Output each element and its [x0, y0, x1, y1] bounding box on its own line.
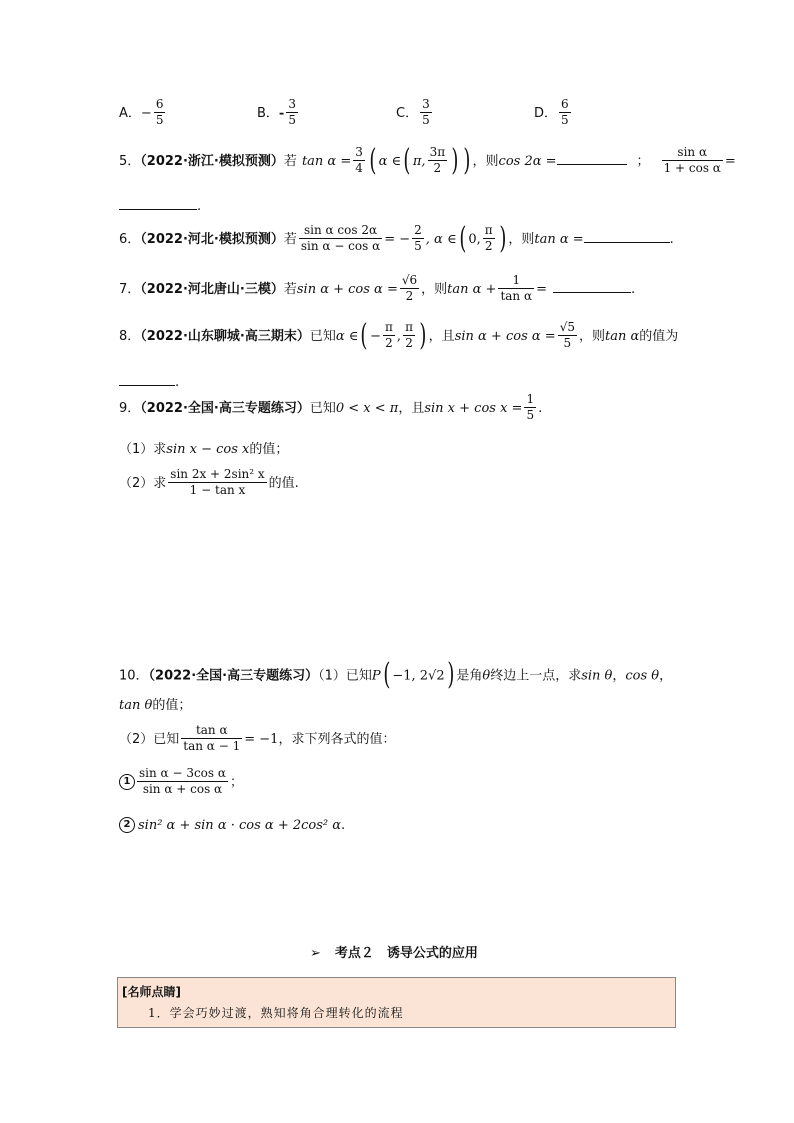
q10-p1-text: 是角 — [456, 668, 483, 684]
choice-b — [257, 97, 300, 128]
section-bullet-icon: ➢ — [310, 946, 321, 961]
q7-ruo: 若 — [283, 282, 297, 297]
tip-item: 1．学会巧妙过渡，熟知将角合理转化的流程 — [148, 1006, 404, 1020]
q8-value-text: 的值为 — [639, 329, 679, 344]
q8-line2 — [119, 371, 179, 390]
q5-source: （2022·浙江·模拟预测） — [140, 154, 284, 169]
q6-frac-num: sin α cos 2α — [303, 223, 378, 237]
q5-ze: ，则 — [472, 154, 499, 169]
question-7 — [119, 273, 635, 304]
q7-number: 7． — [119, 282, 141, 297]
q10-p1-text2: 终边上一点，求 — [490, 668, 582, 684]
q10-sub2 — [119, 814, 345, 833]
q5-cond: α ∈ — [378, 154, 402, 169]
q10-number: 10． — [119, 668, 149, 684]
q9-qie: ，且 — [398, 401, 425, 416]
q8-known: 已知 — [309, 329, 336, 344]
q10-s1-den: sin α + cos α — [137, 781, 228, 797]
choice-d-fraction — [559, 97, 571, 128]
choice-c — [396, 97, 434, 128]
q5-int-den: 2 — [428, 160, 448, 176]
q10-p2-label: （2）已知 — [119, 732, 180, 747]
q9-part1 — [119, 438, 288, 457]
choice-b-label: B． — [257, 106, 279, 121]
q5-paren-left: ( — [369, 142, 377, 178]
q9-source: （2022·全国·高三专题练习） — [140, 401, 310, 416]
q10-p2-num: tan α — [195, 723, 228, 737]
q6-ze: ，则 — [508, 232, 535, 247]
q10-s1-num: sin α − 3cos α — [139, 766, 226, 780]
q10-paren-right: ) — [446, 657, 454, 692]
q8-period: . — [175, 375, 180, 390]
choice-b-sign: - — [278, 106, 285, 121]
q6-frac — [299, 223, 382, 254]
q6-expr: tan α = — [534, 232, 584, 247]
q5-ruo: 若 — [283, 154, 297, 169]
q8-cond: α ∈ — [335, 329, 359, 344]
q10-source: （2022·全国·高三专题练习） — [148, 668, 319, 684]
q10-tan: tan θ — [119, 698, 153, 713]
q6-paren-right: ) — [498, 220, 506, 256]
q9-p1-tail: 的值； — [249, 442, 289, 457]
q7-blank[interactable] — [553, 291, 631, 293]
q7-expr1: sin α + cos α = — [296, 282, 398, 297]
q8-int-right — [403, 320, 415, 351]
q6-val-den: 5 — [414, 239, 422, 253]
choice-d-num: 6 — [561, 97, 569, 111]
q10-sub1 — [119, 766, 243, 797]
q8-source: （2022·山东聊城·高三期末） — [140, 329, 310, 344]
q10-point: P — [371, 668, 381, 684]
q10-s2-tail: . — [341, 818, 346, 833]
q10-s1-marker: 1 — [119, 774, 135, 790]
q6-val — [412, 223, 424, 254]
choice-c-num: 3 — [422, 97, 430, 111]
choice-a-label: A． — [119, 106, 141, 121]
q5-line2 — [119, 195, 201, 214]
q8-ze: ，则 — [578, 329, 605, 344]
q6-period: . — [669, 232, 674, 247]
q9-known: 已知 — [309, 401, 336, 416]
q8-val-num: √5 — [559, 320, 575, 334]
q8-expr: sin α + cos α = — [454, 329, 556, 344]
q7-source: （2022·河北唐山·三模） — [140, 282, 284, 297]
choice-a-den: 5 — [155, 113, 164, 127]
q7-ze: ，则 — [421, 282, 448, 297]
q8-val — [558, 320, 577, 351]
q8-expr2: tan α — [604, 329, 640, 344]
q6-paren-left: ( — [458, 220, 466, 256]
q7-frac-den: tan α — [500, 289, 533, 303]
q10-p1-label: （1）已知 — [318, 668, 372, 684]
q10-c2: ， — [659, 668, 673, 684]
question-5 — [119, 142, 736, 178]
question-8 — [119, 317, 679, 353]
q8-int-left-num: π — [385, 320, 393, 334]
q9-p1-expr: sin x − cos x — [166, 442, 250, 457]
q5-sep: ； — [636, 154, 650, 169]
q10-s2-expr: sin² α + sin α · cos α + 2cos² α — [138, 818, 342, 833]
q8-blank[interactable] — [119, 384, 175, 386]
q10-paren-left: ( — [382, 657, 391, 692]
choice-a — [119, 97, 167, 128]
choice-b-den: 5 — [288, 113, 296, 127]
q9-period: . — [538, 401, 543, 416]
q6-number: 6． — [119, 232, 141, 247]
q5-paren-right: ) — [463, 142, 471, 178]
q10-p2-tail: ，求下列各式的值： — [278, 732, 396, 747]
q6-frac-den: sin α − cos α — [300, 239, 381, 253]
q9-expr: sin x + cos x = — [424, 401, 523, 416]
q9-p2-den: 1 − tan x — [168, 482, 266, 498]
q10-p2-eq: = −1 — [244, 732, 279, 747]
q9-val — [524, 392, 536, 423]
q7-val — [400, 273, 419, 304]
q10-cos: cos θ — [625, 668, 660, 684]
q8-qie: ，且 — [428, 329, 455, 344]
q9-p1-label: （1）求 — [119, 442, 167, 457]
q10-s2-marker: 2 — [119, 817, 135, 833]
tip-box — [117, 977, 676, 1028]
choice-d-den: 5 — [561, 113, 569, 127]
q5-int-left: π, — [412, 154, 426, 169]
q8-number: 8． — [119, 329, 141, 344]
q5-expr2: cos 2α = — [498, 154, 557, 169]
q9-part2 — [119, 467, 299, 498]
section-heading — [310, 942, 478, 961]
q8-paren-right: ) — [419, 317, 427, 353]
question-10 — [119, 657, 673, 692]
q5-int-frac — [428, 145, 448, 176]
choice-a-num: 6 — [155, 97, 164, 111]
question-9 — [119, 392, 542, 423]
q5-frac2-den: 1 + cos α — [663, 161, 721, 175]
q8-int-left — [383, 320, 395, 351]
q7-eq: = — [536, 282, 547, 297]
q5-blank-2[interactable] — [119, 208, 197, 210]
choice-c-label: C． — [396, 106, 419, 121]
q9-p2-tail: 的值. — [268, 476, 299, 491]
q5-frac-den: 4 — [355, 161, 363, 175]
q5-eq: = — [724, 154, 736, 169]
q9-p2-num: sin 2x + 2sin² x — [170, 467, 265, 481]
q6-cond: , α ∈ — [425, 232, 457, 247]
q6-int-frac — [483, 223, 495, 254]
q9-p2-frac — [168, 467, 266, 498]
q6-int-left: 0, — [468, 232, 481, 247]
choice-a-fraction — [154, 97, 166, 128]
q7-frac-num: 1 — [512, 273, 521, 287]
q9-val-num: 1 — [526, 392, 535, 406]
q7-expr2: tan α + — [447, 282, 497, 297]
q8-paren-left: ( — [360, 317, 368, 353]
q5-paren-right2: ) — [451, 142, 459, 178]
q5-frac2-num: sin α — [677, 145, 708, 159]
q5-period: . — [197, 199, 202, 214]
q7-val-num: √6 — [401, 273, 418, 287]
choice-c-fraction — [420, 97, 432, 128]
q10-p2-frac — [181, 723, 242, 754]
q5-paren-left2: ( — [403, 142, 411, 178]
q7-frac — [498, 273, 534, 304]
q5-int-num: 3π — [429, 145, 446, 159]
q6-source: （2022·河北·模拟预测） — [140, 232, 284, 247]
q5-frac2 — [662, 145, 723, 176]
q9-cond: 0 < x < π — [335, 401, 399, 416]
q8-int-right-num: π — [405, 320, 413, 334]
q10-theta: θ — [482, 668, 491, 684]
choice-b-num: 3 — [288, 97, 296, 111]
q6-blank[interactable] — [584, 241, 670, 243]
q10-p1-tail: 的值； — [152, 698, 192, 713]
q5-number: 5． — [119, 154, 141, 169]
q7-val-den: 2 — [400, 288, 419, 304]
q6-val-num: 2 — [414, 223, 422, 237]
q10-s1-frac — [137, 766, 228, 797]
q10-line2 — [119, 694, 191, 713]
q9-p2-label: （2）求 — [119, 476, 167, 491]
q7-period: . — [630, 282, 636, 297]
q10-part2 — [119, 723, 395, 754]
choice-c-den: 5 — [422, 113, 430, 127]
q6-int-num: π — [484, 223, 493, 237]
q5-frac — [353, 145, 365, 176]
q6-int-den: 2 — [483, 238, 495, 254]
q9-val-den: 5 — [526, 408, 535, 422]
choice-b-fraction — [286, 97, 298, 128]
tip-title: [名师点睛] — [122, 985, 181, 999]
q8-minus: − — [370, 329, 382, 344]
section-title: 考点２ 诱导公式的应用 — [334, 946, 478, 961]
q8-int-right-den: 2 — [403, 335, 415, 351]
q5-frac-num: 3 — [355, 145, 363, 159]
q5-blank-1[interactable] — [557, 163, 627, 165]
q9-number: 9． — [119, 401, 141, 416]
choice-d-label: D． — [534, 106, 558, 121]
choice-d — [534, 97, 573, 128]
q8-val-den: 5 — [558, 335, 577, 351]
q8-int-left-den: 2 — [383, 335, 395, 351]
q10-c1: ， — [612, 668, 626, 684]
question-6 — [119, 220, 674, 256]
q10-p2-den: tan α − 1 — [183, 739, 241, 753]
q10-s1-tail: ； — [229, 775, 243, 790]
q10-point-coords: −1, 2√2 — [392, 668, 445, 684]
q10-sin: sin θ — [581, 668, 613, 684]
q8-comma: , — [396, 329, 402, 344]
q5-expr1: tan α = — [301, 154, 352, 169]
q6-eq: = − — [384, 232, 411, 247]
choice-a-sign: − — [140, 106, 152, 121]
q6-ruo: 若 — [283, 232, 297, 247]
